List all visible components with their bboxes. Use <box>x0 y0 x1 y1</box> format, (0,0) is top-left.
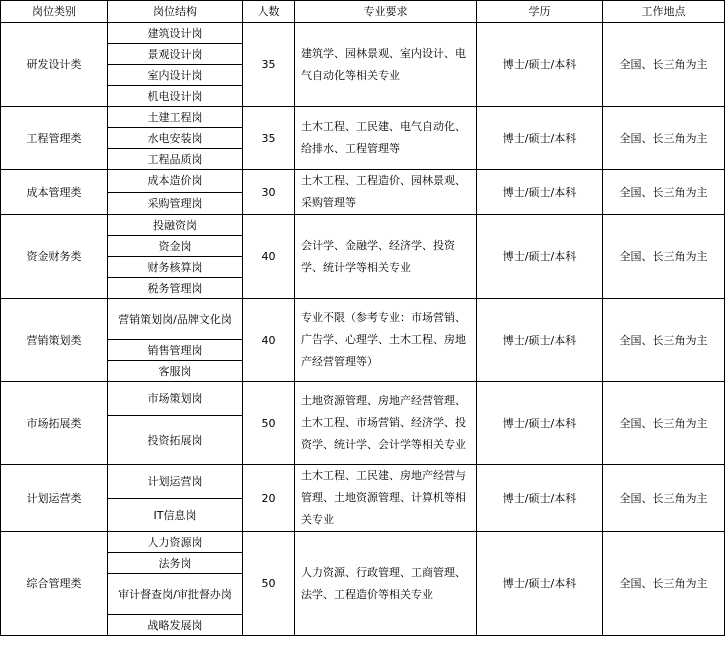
table-row <box>1 170 725 193</box>
table-row <box>1 107 725 128</box>
count-cell: 40 <box>243 299 295 382</box>
table-row <box>1 299 725 340</box>
position-cell: 投融资岗 <box>108 215 243 236</box>
header-count: 人数 <box>243 1 295 23</box>
position-cell: 景观设计岗 <box>108 44 243 65</box>
location-cell: 全国、长三角为主 <box>603 382 725 465</box>
header-category: 岗位类别 <box>1 1 108 23</box>
count-cell: 40 <box>243 215 295 299</box>
position-cell: 法务岗 <box>108 553 243 574</box>
category-cell: 研发设计类 <box>1 23 108 107</box>
category-cell: 市场拓展类 <box>1 382 108 465</box>
position-cell: 销售管理岗 <box>108 340 243 361</box>
position-cell: 营销策划岗/品牌文化岗 <box>108 299 243 340</box>
table-row <box>1 465 725 499</box>
count-cell: 30 <box>243 170 295 215</box>
location-cell: 全国、长三角为主 <box>603 532 725 636</box>
position-cell: 采购管理岗 <box>108 192 243 215</box>
education-cell: 博士/硕士/本科 <box>477 170 603 215</box>
education-cell: 博士/硕士/本科 <box>477 465 603 532</box>
count-cell: 20 <box>243 465 295 532</box>
position-cell: 市场策划岗 <box>108 382 243 416</box>
position-cell: 战略发展岗 <box>108 615 243 636</box>
requirement-cell: 土木工程、工程造价、园林景观、采购管理等 <box>295 170 477 215</box>
count-cell: 50 <box>243 532 295 636</box>
position-cell: 税务管理岗 <box>108 278 243 299</box>
position-cell: 工程品质岗 <box>108 149 243 170</box>
position-cell: 财务核算岗 <box>108 257 243 278</box>
table-body <box>1 23 725 636</box>
position-cell: 土建工程岗 <box>108 107 243 128</box>
table-row <box>1 382 725 416</box>
header-education: 学历 <box>477 1 603 23</box>
education-cell: 博士/硕士/本科 <box>477 107 603 170</box>
requirement-cell: 建筑学、园林景观、室内设计、电气自动化等相关专业 <box>295 23 477 107</box>
requirement-cell: 会计学、金融学、经济学、投资学、统计学等相关专业 <box>295 215 477 299</box>
location-cell: 全国、长三角为主 <box>603 299 725 382</box>
position-cell: 人力资源岗 <box>108 532 243 553</box>
location-cell: 全国、长三角为主 <box>603 465 725 532</box>
header-requirement: 专业要求 <box>295 1 477 23</box>
header-row <box>1 1 725 23</box>
requirement-cell: 土木工程、工民建、房地产经营与管理、土地资源管理、计算机等相关专业 <box>295 465 477 532</box>
table-row <box>1 215 725 236</box>
location-cell: 全国、长三角为主 <box>603 215 725 299</box>
education-cell: 博士/硕士/本科 <box>477 382 603 465</box>
position-cell: 计划运营岗 <box>108 465 243 499</box>
position-cell: 审计督查岗/审批督办岗 <box>108 574 243 615</box>
category-cell: 成本管理类 <box>1 170 108 215</box>
category-cell: 工程管理类 <box>1 107 108 170</box>
education-cell: 博士/硕士/本科 <box>477 299 603 382</box>
requirement-cell: 专业不限（参考专业：市场营销、广告学、心理学、土木工程、房地产经营管理等） <box>295 299 477 382</box>
requirement-cell: 人力资源、行政管理、工商管理、法学、工程造价等相关专业 <box>295 532 477 636</box>
category-cell: 计划运营类 <box>1 465 108 532</box>
count-cell: 35 <box>243 23 295 107</box>
position-cell: 投资拓展岗 <box>108 416 243 465</box>
table-row <box>1 23 725 44</box>
category-cell: 综合管理类 <box>1 532 108 636</box>
requirement-cell: 土地资源管理、房地产经营管理、土木工程、市场营销、经济学、投资学、统计学、会计学等相关专业 <box>295 382 477 465</box>
requirement-cell: 土木工程、工民建、电气自动化、给排水、工程管理等 <box>295 107 477 170</box>
education-cell: 博士/硕士/本科 <box>477 215 603 299</box>
position-cell: IT信息岗 <box>108 499 243 532</box>
category-cell: 资金财务类 <box>1 215 108 299</box>
category-cell: 营销策划类 <box>1 299 108 382</box>
position-cell: 机电设计岗 <box>108 86 243 107</box>
position-cell: 资金岗 <box>108 236 243 257</box>
header-location: 工作地点 <box>603 1 725 23</box>
education-cell: 博士/硕士/本科 <box>477 23 603 107</box>
header-structure: 岗位结构 <box>108 1 243 23</box>
position-cell: 水电安装岗 <box>108 128 243 149</box>
position-cell: 室内设计岗 <box>108 65 243 86</box>
table-row <box>1 532 725 553</box>
position-cell: 客服岗 <box>108 361 243 382</box>
count-cell: 50 <box>243 382 295 465</box>
position-cell: 成本造价岗 <box>108 170 243 193</box>
location-cell: 全国、长三角为主 <box>603 107 725 170</box>
location-cell: 全国、长三角为主 <box>603 170 725 215</box>
count-cell: 35 <box>243 107 295 170</box>
education-cell: 博士/硕士/本科 <box>477 532 603 636</box>
location-cell: 全国、长三角为主 <box>603 23 725 107</box>
position-cell: 建筑设计岗 <box>108 23 243 44</box>
